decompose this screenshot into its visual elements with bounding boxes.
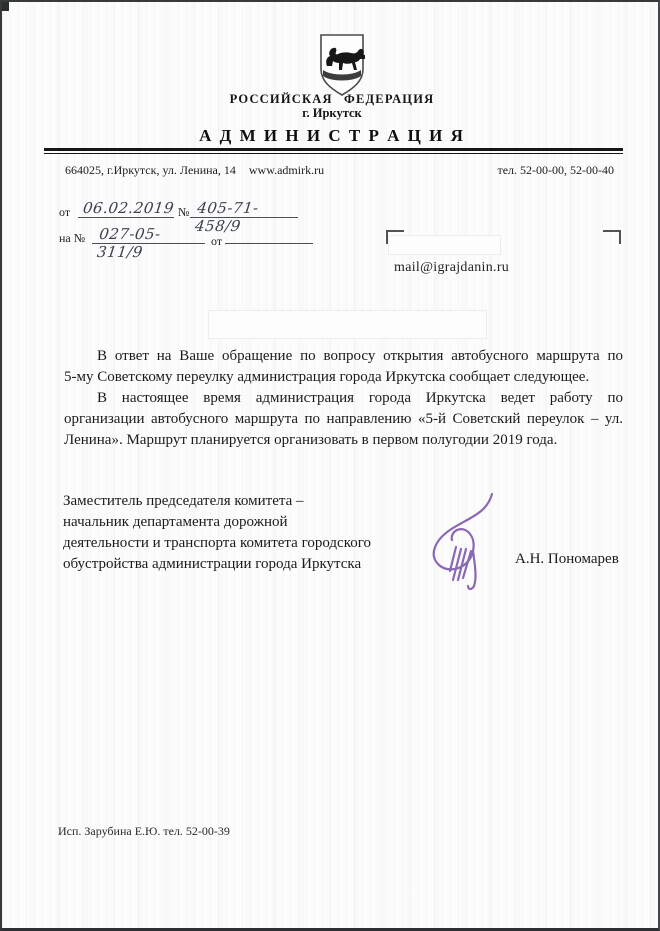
incoming-date-label: от [211,234,223,248]
letterhead-organization: А Д М И Н И С Т Р А Ц И Я [199,126,465,145]
outgoing-date-handwriting: 06.02.2019 [82,199,176,217]
body-line: В ответ на Ваше обращение по вопросу открытия автобусного маршрута по [97,348,623,364]
letterhead-website: www.admirk.ru [248,163,325,177]
body-line: 5-му Советскому переулку администрация города Иркутска сообщает следующее. [64,369,590,385]
address-corner-mark-right [603,230,621,244]
incoming-number-label: на № [59,231,86,245]
letter-body [64,346,623,451]
incoming-number-handwriting: 027-05-311/9 [96,225,162,261]
letterhead-double-rule [44,148,623,154]
handwritten-signature-icon [418,489,510,591]
signer-position-line: Заместитель председателя комитета – [63,493,304,509]
letterhead-address-group [65,163,324,178]
redacted-region-recipient [388,235,501,255]
irkutsk-coat-of-arms-icon [319,33,365,97]
signer-position-line: деятельности и транспорта комитета городского [63,535,372,551]
letterhead-address: 664025, г.Иркутск, ул. Ленина, 14 [65,163,236,177]
outgoing-number-handwriting: 405-71-458/9 [194,199,260,235]
outgoing-number-sign: № [178,205,190,219]
letterhead-country: РОССИЙСКАЯ ФЕДЕРАЦИЯ [229,92,435,106]
body-line: организации автобусного маршрута по направлению «5-й Советский переулок – ул. [64,411,623,427]
signer-position-block [63,491,443,575]
executor-note: Исп. Зарубина Е.Ю. тел. 52-00-39 [58,824,230,838]
letterhead-city: г. Иркутск [302,106,362,120]
outgoing-from-label: от [59,205,71,219]
signer-position-line: обустройства администрации города Иркутска [63,556,362,572]
incoming-number-field [92,225,205,261]
scan-artifact-corner [2,2,9,11]
letterhead-phone: тел. 52-00-00, 52-00-40 [497,163,614,177]
signer-position-line: начальник департамента дорожной [63,514,288,530]
body-line: В настоящее время администрация города Иркутска ведет работу по [97,390,623,406]
letterhead-contact-row [65,163,614,178]
body-line: Ленина». Маршрут планируется организовать в первом полугодии 2019 года. [64,432,558,448]
signer-name: А.Н. Пономарев [515,551,619,567]
address-corner-mark-left [386,230,404,244]
outgoing-date-field [78,199,174,218]
incoming-date-field [225,225,313,244]
recipient-email: mail@igrajdanin.ru [394,260,510,275]
outgoing-number-field [190,199,298,235]
redacted-region-subject [208,310,487,339]
